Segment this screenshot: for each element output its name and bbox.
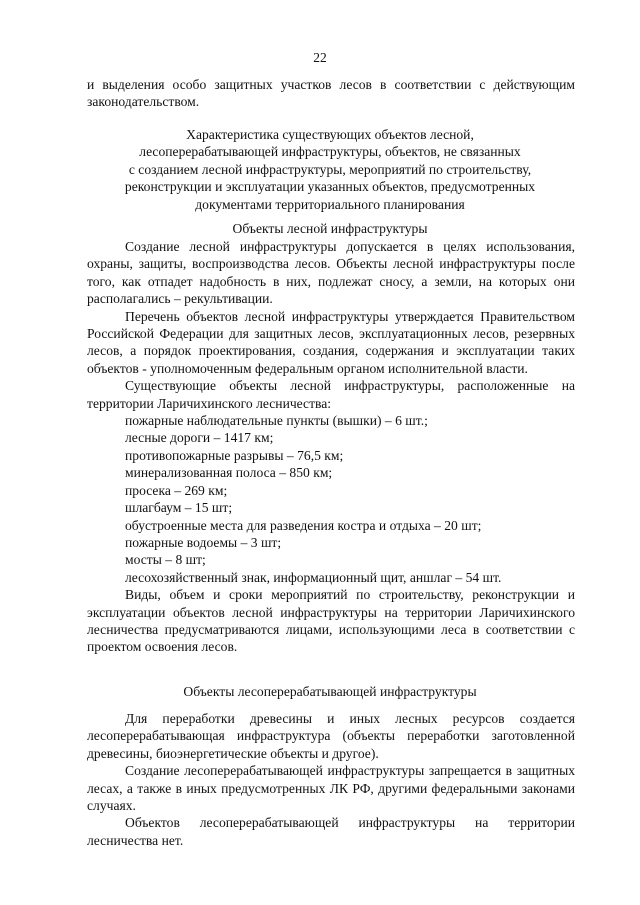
list-item: обустроенные места для разведения костра и отдыха – 20 шт;: [125, 517, 482, 533]
list-item: лесохозяйственный знак, информационный щит, аншлаг – 54 шт.: [125, 569, 502, 585]
page-number: 22: [313, 50, 327, 65]
processing-infra-body: [87, 710, 575, 849]
paragraph: Существующие объекты лесной инфраструктуры, расположенные на территории Ларичихинского лесничества:: [87, 378, 575, 411]
list-item: лесные дороги – 1417 км;: [125, 430, 274, 446]
paragraph: Объектов лесоперерабатывающей инфраструктуры на территории лесничества нет.: [87, 815, 575, 848]
list-item: просека – 269 км;: [125, 482, 228, 498]
forest-infra-body: [87, 238, 575, 656]
paragraph: Для переработки древесины и иных лесных ресурсов создается лесоперерабатывающая инфраструктура (объекты переработки заготовленной древесины, биоэнергетические объекты и другое).: [87, 711, 575, 761]
list-item: минерализованная полоса – 850 км;: [125, 465, 333, 481]
section-title-line: реконструкции и эксплуатации указанных объектов, предусмотренных: [124, 179, 536, 195]
list-item: пожарные водоемы – 3 шт;: [125, 534, 282, 550]
section-title-line: документами территориального планирования: [195, 196, 465, 212]
list-item: шлагбаум – 15 шт;: [125, 500, 233, 516]
list-item: противопожарные разрывы – 76,5 км;: [125, 447, 344, 463]
paragraph: Виды, объем и сроки мероприятий по строительству, реконструкции и эксплуатации объектов лесной инфраструктуры на территории Ларичихинского лесничества предусматриваются лицами, использующими леса в соответствии с проектом освоения лесов.: [87, 587, 575, 655]
paragraph: Создание лесоперерабатывающей инфраструктуры запрещается в защитных лесах, а также в иных предусмотренных ЛК РФ, другими федеральными законами случаях.: [87, 763, 575, 814]
list-item: пожарные наблюдательные пункты (вышки) – 6 шт.;: [125, 413, 428, 429]
paragraph: Перечень объектов лесной инфраструктуры утверждается Правительством Российской Федерации для защитных лесов, эксплуатационных лесов, резервных лесов, а порядок проектирования, создания, содержания и эксплуатации таких объектов - уполномоченным федеральным органом исполнительной власти.: [87, 308, 575, 376]
list-item: мосты – 8 шт;: [125, 552, 206, 568]
section-title-line: с созданием лесной инфраструктуры, мероприятий по строительству,: [128, 161, 532, 177]
processing-infra-heading: Объекты лесоперерабатывающей инфраструктуры: [183, 684, 477, 699]
section-title-line: Характеристика существующих объектов лесной,: [186, 127, 474, 142]
section-title-line: лесоперерабатывающей инфраструктуры, объектов, не связанных: [139, 144, 521, 160]
infra-list: [87, 412, 575, 586]
intro-paragraph: [87, 76, 575, 111]
forest-infra-heading: Объекты лесной инфраструктуры: [232, 221, 428, 236]
section-title: [80, 126, 580, 213]
paragraph: Создание лесной инфраструктуры допускается в целях использования, охраны, защиты, воспроизводства лесов. Объекты лесной инфраструктуры после того, как отпадет надобность в них, подлежат сносу, а земли, на которых они располагались – рекультивации.: [87, 239, 575, 307]
intro-text: и выделения особо защитных участков лесов в соответствии с действующим законодательством.: [87, 77, 575, 110]
